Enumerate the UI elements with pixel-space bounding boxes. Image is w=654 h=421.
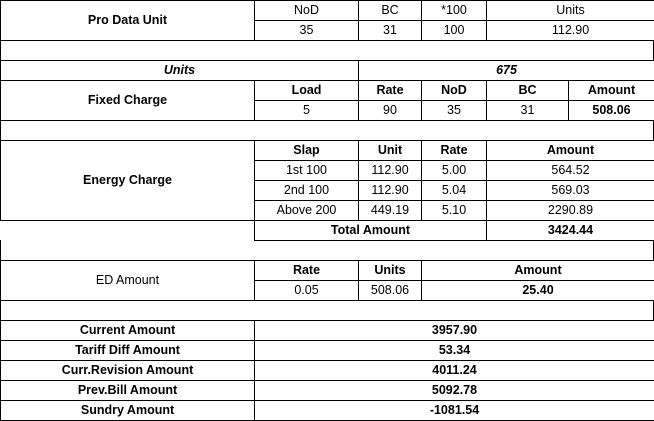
summary-label: Current Amount bbox=[1, 321, 255, 341]
ed-header-amount: Amount bbox=[422, 261, 654, 281]
summary-row bbox=[1, 381, 654, 401]
energy-total-value: 3424.44 bbox=[487, 221, 654, 241]
energy-amount: 564.52 bbox=[487, 161, 654, 181]
summary-row bbox=[1, 401, 654, 421]
fixed-header-load: Load bbox=[255, 81, 359, 101]
summary-label: Prev.Bill Amount bbox=[1, 381, 255, 401]
energy-header-rate: Rate bbox=[422, 141, 487, 161]
pro-value-nod: 35 bbox=[255, 21, 359, 41]
energy-slap: Above 200 bbox=[255, 201, 359, 221]
units-label: Units bbox=[1, 61, 359, 81]
energy-rate: 5.10 bbox=[422, 201, 487, 221]
pro-value-bc: 31 bbox=[359, 21, 422, 41]
summary-label: Curr.Revision Amount bbox=[1, 361, 255, 381]
fixed-charge-detail bbox=[0, 80, 654, 121]
summary-row bbox=[1, 361, 654, 381]
spacer-row bbox=[0, 40, 654, 61]
fixed-header-nod: NoD bbox=[422, 81, 487, 101]
energy-rate: 5.00 bbox=[422, 161, 487, 181]
fixed-charge-table bbox=[0, 60, 654, 81]
pro-value-units: 112.90 bbox=[487, 21, 654, 41]
energy-amount: 2290.89 bbox=[487, 201, 654, 221]
pro-value-x100: 100 bbox=[422, 21, 487, 41]
summary-value: -1081.54 bbox=[255, 401, 654, 421]
units-value: 675 bbox=[359, 61, 654, 81]
ed-amount-label: ED Amount bbox=[1, 261, 255, 301]
fixed-value-bc: 31 bbox=[487, 101, 569, 121]
summary-row bbox=[1, 341, 654, 361]
energy-amount: 569.03 bbox=[487, 181, 654, 201]
ed-value-units: 508.06 bbox=[359, 281, 422, 301]
energy-unit: 112.90 bbox=[359, 161, 422, 181]
pro-header-units: Units bbox=[487, 1, 654, 21]
fixed-value-rate: 90 bbox=[359, 101, 422, 121]
ed-header-rate: Rate bbox=[255, 261, 359, 281]
energy-unit: 449.19 bbox=[359, 201, 422, 221]
pro-data-label: Pro Data Unit bbox=[1, 1, 255, 41]
ed-value-rate: 0.05 bbox=[255, 281, 359, 301]
fixed-value-nod: 35 bbox=[422, 101, 487, 121]
pro-header-nod: NoD bbox=[255, 1, 359, 21]
energy-total-label: Total Amount bbox=[255, 221, 487, 241]
fixed-value-load: 5 bbox=[255, 101, 359, 121]
summary-value: 4011.24 bbox=[255, 361, 654, 381]
fixed-value-amount: 508.06 bbox=[569, 101, 654, 121]
energy-unit: 112.90 bbox=[359, 181, 422, 201]
energy-header-amount: Amount bbox=[487, 141, 654, 161]
pro-data-table bbox=[0, 0, 654, 41]
ed-amount-table bbox=[0, 260, 654, 301]
summary-row bbox=[1, 321, 654, 341]
summary-table bbox=[0, 320, 654, 421]
spacer-row bbox=[0, 120, 654, 141]
energy-header-unit: Unit bbox=[359, 141, 422, 161]
fixed-header-amount: Amount bbox=[569, 81, 654, 101]
fixed-header-bc: BC bbox=[487, 81, 569, 101]
energy-slap: 1st 100 bbox=[255, 161, 359, 181]
spacer-row bbox=[0, 300, 654, 321]
summary-label: Tariff Diff Amount bbox=[1, 341, 255, 361]
summary-value: 3957.90 bbox=[255, 321, 654, 341]
energy-charge-label: Energy Charge bbox=[1, 141, 255, 221]
ed-value-amount: 25.40 bbox=[422, 281, 654, 301]
summary-value: 53.34 bbox=[255, 341, 654, 361]
pro-header-x100: *100 bbox=[422, 1, 487, 21]
energy-header-slap: Slap bbox=[255, 141, 359, 161]
summary-label: Sundry Amount bbox=[1, 401, 255, 421]
summary-value: 5092.78 bbox=[255, 381, 654, 401]
energy-blank-cell bbox=[1, 221, 255, 241]
spacer-row bbox=[0, 240, 654, 261]
ed-header-units: Units bbox=[359, 261, 422, 281]
energy-charge-table bbox=[0, 140, 654, 241]
fixed-charge-label: Fixed Charge bbox=[1, 81, 255, 121]
energy-rate: 5.04 bbox=[422, 181, 487, 201]
energy-slap: 2nd 100 bbox=[255, 181, 359, 201]
pro-header-bc: BC bbox=[359, 1, 422, 21]
fixed-header-rate: Rate bbox=[359, 81, 422, 101]
